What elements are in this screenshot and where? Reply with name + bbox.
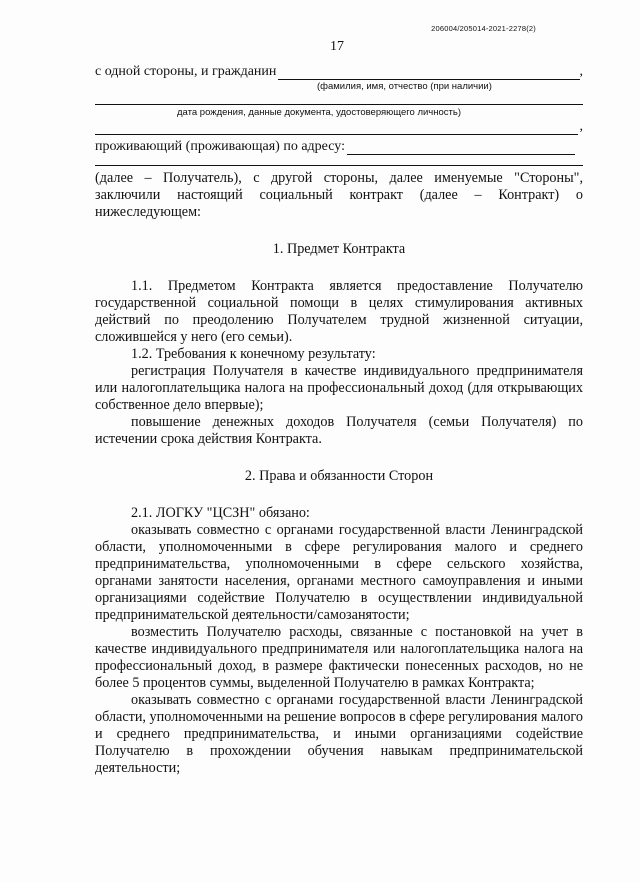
citizen-line-prefix: с одной стороны, и гражданин <box>95 64 277 79</box>
section-2-1-assistance: оказывать совместно с органами государственной власти Ленинградской области, уполномоченными в сфере регулирования малого и среднего предпринимательства, уполномоченными в сфере сельского хозяйства, органами занятости населения, органами местного самоуправления и иными организациями содействие Получателю в осуществлении индивидуальной предпринимательской деятельности/самозанятости; <box>95 522 583 623</box>
document-body <box>95 55 583 777</box>
citizen-line <box>95 63 583 80</box>
section-2-1-reimburse: возместить Получателю расходы, связанные с постановкой на учет в качестве индивидуального предпринимателя или налогоплательщика налога на профессиональный доход, в размере фактически понесенных расходов, но не более 5 процентов суммы, выделенной Получателю в рамках Контракта; <box>95 624 583 691</box>
citizen-line-comma: , <box>579 64 583 79</box>
blank-line-3-comma: , <box>579 119 583 134</box>
citizen-name-blank <box>278 66 579 80</box>
address-line <box>95 138 583 155</box>
section-1-2: 1.2. Требования к конечному результату: <box>131 346 376 362</box>
caption-name: (фамилия, имя, отчество (при наличии) <box>317 81 492 92</box>
section-1-2-registration: регистрация Получателя в качестве индивидуального предпринимателя или налогоплательщика налога на профессиональный доход (для открывающих собственное дело впервые); <box>95 363 583 413</box>
section-1-title: 1. Предмет Контракта <box>272 241 406 257</box>
page-number: 17 <box>330 39 344 54</box>
blank-line-3 <box>95 118 583 135</box>
address-label: проживающий (проживающая) по адресу: <box>95 139 345 154</box>
blank-line-address-2 <box>95 158 583 166</box>
blank-line-birth <box>95 94 583 105</box>
section-1-2-income: повышение денежных доходов Получателя (семьи Получателя) по истечении срока действия Контракта. <box>95 414 583 447</box>
caption-birth: дата рождения, данные документа, удостоверяющего личность) <box>177 107 461 118</box>
section-2-1: 2.1. ЛОГКУ "ЦСЗН" обязано: <box>131 505 310 521</box>
section-1-1: 1.1. Предметом Контракта является предоставление Получателю государственной социальной помощи в целях стимулирования активных действий по преодолению Получателем трудной жизненной ситуации, сложившейся у него (его семьи). <box>95 278 583 345</box>
blank-line-3-fill <box>95 121 578 135</box>
contract-intro: (далее – Получатель), с другой стороны, далее именуемые "Стороны", заключили настоящий социальный контракт (далее – Контракт) о нижеследующем: <box>95 170 583 220</box>
section-2-title: 2. Права и обязанности Сторон <box>244 468 434 484</box>
document-id: 206004/205014-2021-2278(2) <box>431 24 536 33</box>
address-blank <box>347 141 575 155</box>
section-2-1-training: оказывать совместно с органами государственной власти Ленинградской области, уполномоченными на решение вопросов в сфере регулирования малого и среднего предпринимательства, и иными организациями содействие Получателю в прохождении обучения навыкам предпринимательской деятельности; <box>95 692 583 776</box>
